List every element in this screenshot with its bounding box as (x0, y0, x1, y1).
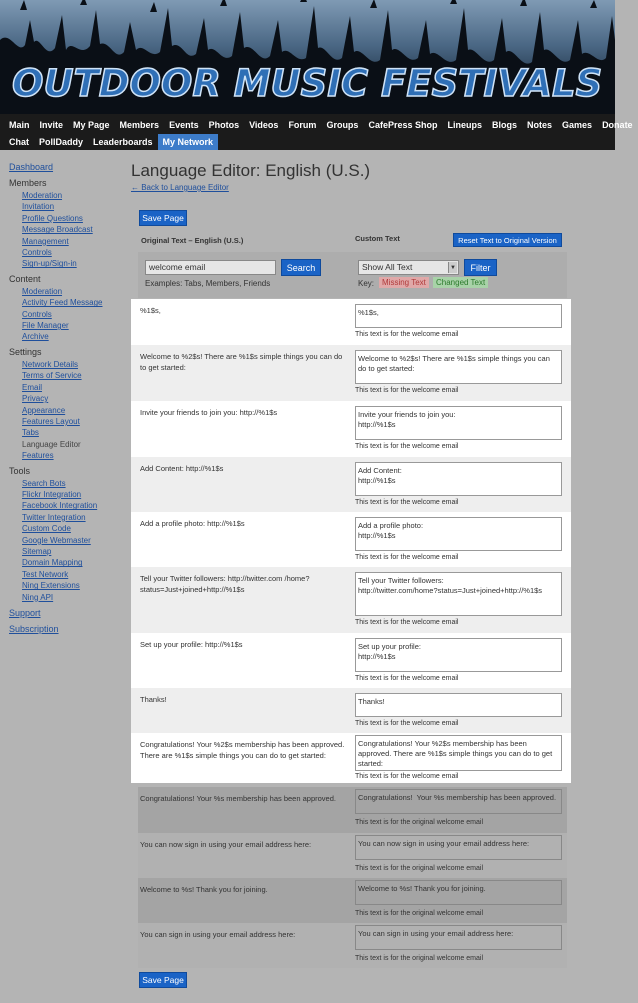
text-usage-note: This text is for the welcome email (355, 619, 459, 626)
sidebar-item-tools-search-bots[interactable]: Search Bots (22, 478, 66, 488)
site-header (0, 0, 615, 114)
custom-text-field[interactable]: You can sign in using your email address here: (355, 925, 562, 950)
key-label: Key: (358, 279, 375, 288)
nav-item-invite[interactable]: Invite (39, 120, 64, 130)
key-missing-text-badge: Missing Text (379, 277, 429, 288)
nav-item-chat[interactable]: Chat (9, 137, 29, 147)
sidebar-item-members-sign-up-sign-in[interactable]: Sign-up/Sign-in (22, 259, 77, 269)
nav-item-games[interactable]: Games (562, 120, 593, 130)
original-text: %1$s, (140, 306, 161, 315)
translation-row (138, 878, 567, 923)
translation-row (131, 688, 571, 733)
sidebar-content-list (9, 286, 124, 343)
custom-text-field[interactable]: Set up your profile: http://%1$s (355, 638, 562, 672)
sidebar-members-heading: Members (9, 178, 47, 188)
chevron-down-icon: ▼ (448, 262, 457, 273)
sidebar-item-tools-domain-mapping[interactable]: Domain Mapping (22, 558, 83, 568)
sidebar-item-tools-twitter-integration[interactable]: Twitter Integration (22, 512, 86, 522)
nav-item-leaderboards[interactable]: Leaderboards (93, 137, 153, 147)
sidebar-item-content-file-manager[interactable]: File Manager (22, 321, 69, 331)
key-changed-text-badge: Changed Text (433, 277, 488, 288)
sidebar-content-heading: Content (9, 273, 41, 284)
text-usage-note: This text is for the welcome email (355, 554, 459, 561)
text-usage-note: This text is for the welcome email (355, 720, 459, 727)
show-text-select[interactable] (358, 260, 459, 275)
nav-item-main[interactable]: Main (9, 120, 30, 130)
page-title: Language Editor: English (U.S.) (131, 161, 371, 180)
site-logo[interactable]: OUTDOOR MUSIC FESTIVALS (12, 62, 603, 105)
original-text: Invite your friends to join you: http://%1$s (140, 408, 278, 417)
sidebar-support-link[interactable]: Support (9, 608, 41, 618)
original-text: Add Content: http://%1$s (140, 464, 224, 473)
translation-row (131, 633, 571, 688)
translation-row (138, 833, 567, 878)
sidebar-item-content-controls[interactable]: Controls (22, 309, 52, 319)
custom-text-field[interactable]: Congratulations! Your %2$s membership has been approved. There are %1$s simple things you can do to get started: (355, 735, 562, 771)
original-text: Welcome to %s! Thank you for joining. (140, 885, 268, 894)
translation-row (131, 345, 571, 401)
original-text: You can sign in using your email address here: (140, 930, 296, 939)
nav-item-blogs[interactable]: Blogs (492, 120, 518, 130)
nav-item-donate[interactable]: Donate (602, 120, 633, 130)
text-usage-note: This text is for the original welcome email (355, 819, 483, 826)
custom-text-field[interactable]: Add a profile photo: http://%1$s (355, 517, 562, 551)
original-text: Add a profile photo: http://%1$s (140, 519, 245, 528)
sidebar-item-members-controls[interactable]: Controls (22, 248, 52, 258)
sidebar-item-content-moderation[interactable]: Moderation (22, 286, 63, 296)
text-usage-note: This text is for the welcome email (355, 331, 459, 338)
custom-text-field[interactable]: Invite your friends to join you: http://%1$s (355, 406, 562, 440)
filter-button[interactable]: Filter (464, 259, 497, 276)
search-examples-hint: Examples: Tabs, Members, Friends (145, 279, 271, 288)
sidebar-item-settings-network-details[interactable]: Network Details (22, 359, 79, 369)
translation-row (131, 299, 571, 345)
translation-row (131, 567, 571, 633)
sidebar-item-tools-custom-code[interactable]: Custom Code (22, 524, 71, 534)
text-usage-note: This text is for the welcome email (355, 499, 459, 506)
admin-sidebar (0, 150, 124, 639)
sidebar-settings-list (9, 359, 124, 439)
show-text-select-value: Show All Text (362, 262, 413, 272)
custom-text-field[interactable]: Add Content: http://%1$s (355, 462, 562, 496)
sidebar-tools-list (9, 478, 124, 603)
original-text: Congratulations! Your %s membership has been approved. (140, 794, 336, 803)
nav-item-my-network[interactable]: My Network (158, 134, 219, 150)
original-text: You can now sign in using your email address here: (140, 840, 312, 849)
sidebar-item-language-editor: Language Editor (22, 439, 81, 449)
custom-text-field[interactable]: Thanks! (355, 693, 562, 717)
translation-row (131, 457, 571, 512)
nav-item-notes[interactable]: Notes (527, 120, 553, 130)
text-usage-note: This text is for the welcome email (355, 675, 459, 682)
text-usage-note: This text is for the welcome email (355, 443, 459, 450)
original-text-header: Original Text – English (U.S.) (141, 236, 244, 245)
original-text: Welcome to %2$s! There are %1$s simple things you can do to get started: (140, 352, 343, 372)
nav-item-my-page[interactable]: My Page (73, 120, 110, 130)
reset-text-button[interactable]: Reset Text to Original Version (453, 233, 562, 247)
text-usage-note: This text is for the original welcome email (355, 955, 483, 962)
sidebar-item-tools-google-webmaster[interactable]: Google Webmaster (22, 535, 91, 545)
nav-item-photos[interactable]: Photos (208, 120, 240, 130)
custom-text-field[interactable]: Welcome to %s! Thank you for joining. (355, 880, 562, 905)
nav-item-cafepress-shop[interactable]: CafePress Shop (368, 120, 438, 130)
search-filter-bar (138, 252, 567, 298)
nav-item-groups[interactable]: Groups (326, 120, 359, 130)
sidebar-item-settings-features[interactable]: Features (22, 451, 54, 461)
nav-item-videos[interactable]: Videos (249, 120, 279, 130)
sidebar-subscription-link[interactable]: Subscription (9, 624, 59, 634)
custom-text-field[interactable]: You can now sign in using your email address here: (355, 835, 562, 860)
sidebar-item-tools-flickr-integration[interactable]: Flickr Integration (22, 489, 82, 499)
original-text: Set up your profile: http://%1$s (140, 640, 243, 649)
translation-row (138, 787, 567, 833)
sidebar-item-settings-privacy[interactable]: Privacy (22, 394, 49, 404)
original-text: Congratulations! Your %2$s membership has been approved. There are %1$s simple things you can do to get started: (140, 740, 345, 760)
custom-text-field[interactable]: Congratulations! Your %s membership has been approved. (355, 789, 562, 814)
sidebar-item-members-moderation[interactable]: Moderation (22, 191, 63, 200)
sidebar-item-settings-appearance[interactable]: Appearance (22, 405, 66, 415)
sidebar-item-members-message-broadcast[interactable]: Message Broadcast (22, 225, 93, 235)
text-usage-note: This text is for the original welcome email (355, 910, 483, 917)
save-page-button-top[interactable]: Save Page (139, 210, 187, 226)
save-page-button-bottom[interactable]: Save Page (139, 972, 187, 988)
nav-item-polldaddy[interactable]: PollDaddy (39, 137, 84, 147)
translation-row (138, 923, 567, 968)
search-input[interactable]: welcome email (145, 260, 276, 275)
sidebar-settings-heading: Settings (9, 346, 42, 357)
translation-row (131, 733, 571, 783)
sidebar-item-tools-sitemap[interactable]: Sitemap (22, 546, 52, 556)
custom-text-header: Custom Text (355, 234, 400, 243)
sidebar-item-settings-features-layout[interactable]: Features Layout (22, 416, 80, 426)
nav-item-forum[interactable]: Forum (288, 120, 317, 130)
translation-row (131, 401, 571, 457)
sidebar-dashboard-link[interactable]: Dashboard (9, 162, 54, 172)
sidebar-tools-heading: Tools (9, 465, 31, 476)
original-text: Thanks! (140, 695, 167, 704)
sidebar-item-content-activity-feed-message[interactable]: Activity Feed Message (22, 298, 103, 308)
sidebar-item-tools-facebook-integration[interactable]: Facebook Integration (22, 501, 98, 511)
sidebar-item-members-management[interactable]: Management (22, 236, 69, 246)
nav-item-lineups[interactable]: Lineups (447, 120, 482, 130)
text-usage-note: This text is for the welcome email (355, 773, 459, 780)
text-usage-note: This text is for the original welcome email (355, 865, 483, 872)
nav-item-events[interactable]: Events (169, 120, 199, 130)
sidebar-item-tools-test-network[interactable]: Test Network (22, 569, 69, 579)
sidebar-item-settings-tabs[interactable]: Tabs (22, 428, 39, 438)
custom-text-field[interactable]: Tell your Twitter followers: http://twitter.com/home?status=Just+joined+http://%1$s (355, 572, 562, 616)
nav-item-members[interactable]: Members (119, 120, 160, 130)
text-usage-note: This text is for the welcome email (355, 387, 459, 394)
nav-row-primary (0, 116, 638, 134)
sidebar-item-settings-email[interactable]: Email (22, 382, 43, 392)
sidebar-item-members-profile-questions[interactable]: Profile Questions (22, 213, 83, 223)
main-nav (0, 114, 633, 150)
translation-row (131, 512, 571, 567)
sidebar-settings-list-rest (9, 450, 124, 461)
search-button[interactable]: Search (281, 259, 321, 276)
back-to-language-editor-link[interactable]: ← Back to Language Editor (131, 183, 229, 192)
sidebar-item-settings-terms-of-service[interactable]: Terms of Service (22, 371, 82, 381)
sidebar-item-tools-ning-api[interactable]: Ning API (22, 592, 54, 602)
sidebar-item-members-invitation[interactable]: Invitation (22, 202, 55, 212)
sidebar-item-tools-ning-extensions[interactable]: Ning Extensions (22, 581, 80, 591)
custom-text-field[interactable]: %1$s, (355, 304, 562, 328)
sidebar-members-list (9, 190, 124, 270)
original-text: Tell your Twitter followers: http://twitter.com /home?status=Just+joined+http://%1$s (140, 574, 310, 594)
nav-row-secondary (0, 133, 218, 151)
custom-text-field[interactable]: Welcome to %2$s! There are %1$s simple things you can do to get started: (355, 350, 562, 384)
sidebar-item-content-archive[interactable]: Archive (22, 332, 49, 342)
